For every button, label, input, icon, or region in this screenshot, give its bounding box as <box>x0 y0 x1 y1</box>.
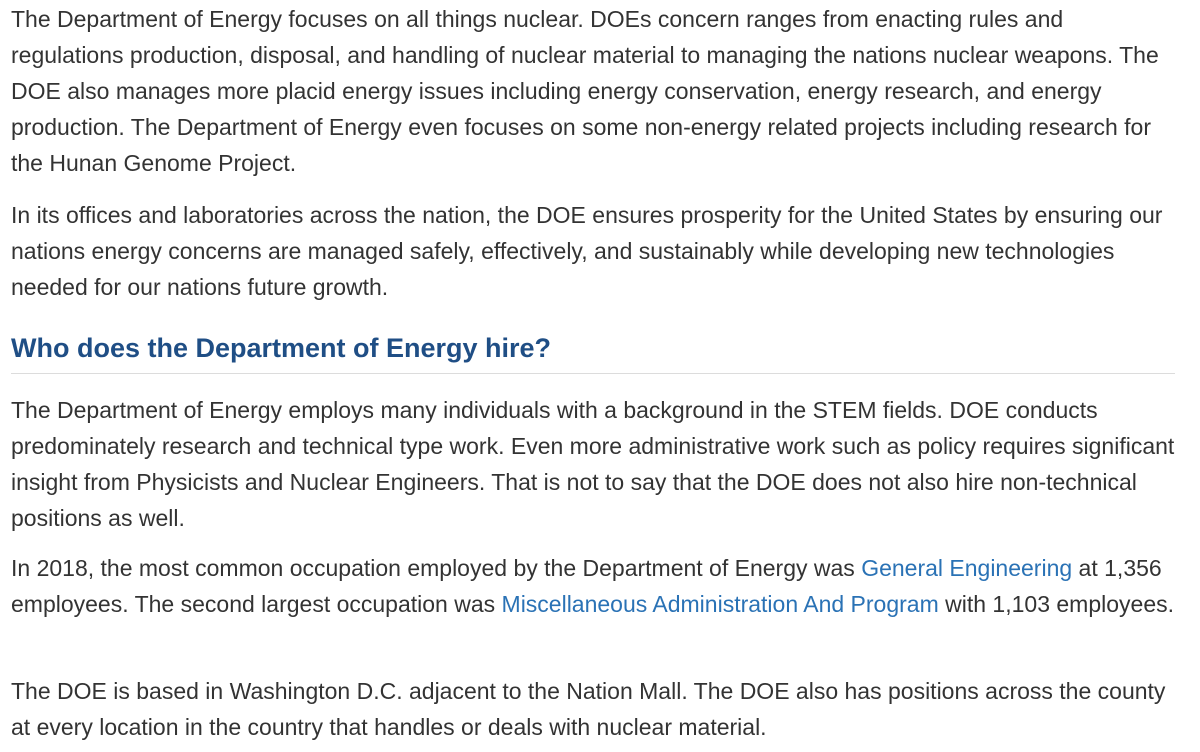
intro-paragraph: The Department of Energy focuses on all things nuclear. DOEs concern ranges from enacting rules and regulations production, disposal, and handling of nuclear material to managing the nations nuclear weapons. The DOE also manages more placid energy issues including energy conservation, energy research, and energy production. The Department of Energy even focuses on some non-energy related projects including research for the Hunan Genome Project. <box>11 6 1159 176</box>
occupation-text-1: In 2018, the most common occupation employed by the Department of Energy was <box>11 555 862 581</box>
occupation-paragraph <box>11 550 1176 622</box>
section-heading: Who does the Department of Energy hire? <box>11 333 552 363</box>
location-paragraph: The DOE is based in Washington D.C. adjacent to the Nation Mall. The DOE also has positions across the county at every location in the country that handles or deals with nuclear material. <box>11 678 1166 740</box>
general-engineering-link[interactable]: General Engineering <box>861 555 1073 581</box>
heading-divider <box>11 373 1175 374</box>
occupation-text-3: with 1,103 employees. <box>938 591 1174 617</box>
occupation-text-2: at 1,356 employees. The second largest occupation was <box>11 555 1162 617</box>
misc-administration-link[interactable]: Miscellaneous Administration And Program <box>501 591 939 617</box>
mission-paragraph: In its offices and laboratories across the nation, the DOE ensures prosperity for the United States by ensuring our nations energy concerns are managed safely, effectively, and sustainably while developing new technologies needed for our nations future growth. <box>11 202 1163 300</box>
hiring-paragraph: The Department of Energy employs many individuals with a background in the STEM fields. DOE conducts predominately research and technical type work. Even more administrative work such as policy requires significant insight from Physicists and Nuclear Engineers. That is not to say that the DOE does not also hire non-technical positions as well. <box>11 397 1175 531</box>
